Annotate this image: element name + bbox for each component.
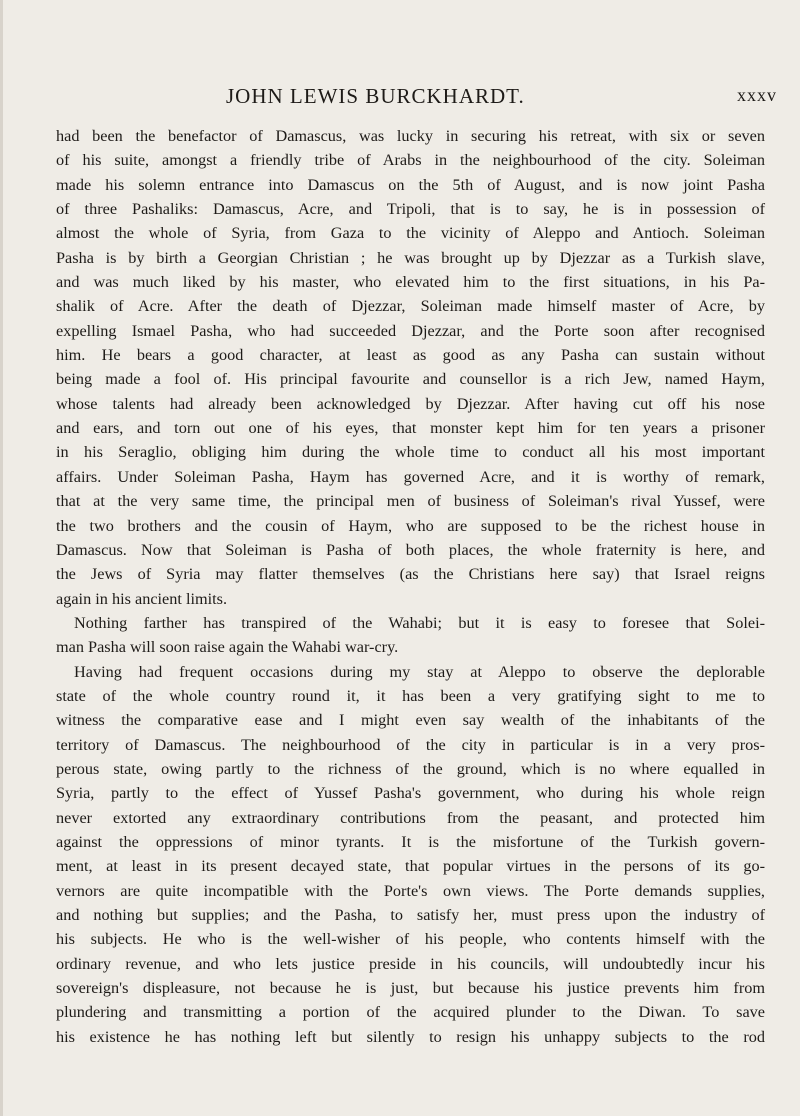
text-line: and was much liked by his master, who elevated him to the first situations, in his Pa-	[56, 273, 765, 292]
text-line: sovereign's displeasure, not because he is just, but because his justice prevents him from	[56, 979, 765, 998]
text-line: ordinary revenue, and who lets justice preside in his councils, will undoubtedly incur his	[56, 954, 765, 973]
text-line: expelling Ismael Pasha, who had succeeded Djezzar, and the Porte soon after recognised	[56, 321, 765, 340]
text-line: of his suite, amongst a friendly tribe of Arabs in the neighbourhood of the city. Soleiman	[56, 151, 765, 170]
text-line: made his solemn entrance into Damascus on the 5th of August, and is now joint Pasha	[56, 175, 765, 194]
text-line: shalik of Acre. After the death of Djezzar, Soleiman made himself master of Acre, by	[56, 297, 765, 316]
text-line: being made a fool of. His principal favourite and counsellor is a rich Jew, named Haym,	[56, 370, 765, 389]
text-line: ment, at least in its present decayed state, that popular virtues in the persons of its go-	[56, 857, 765, 876]
text-line: again in his ancient limits.	[56, 589, 228, 608]
text-line: never extorted any extraordinary contributions from the peasant, and protected him	[56, 808, 765, 827]
text-line: and nothing but supplies; and the Pasha, to satisfy her, must press upon the industry of	[56, 906, 765, 924]
text-line: against the oppressions of minor tyrants. It is the misfortune of the Turkish govern-	[56, 832, 765, 851]
text-line: perous state, owing partly to the richness of the ground, which is no where equalled in	[56, 759, 765, 778]
text-line: affairs. Under Soleiman Pasha, Haym has governed Acre, and it is worthy of remark,	[56, 467, 765, 486]
text-line: his subjects. He who is the well-wisher of his people, who contents himself with the	[56, 930, 765, 949]
text-line: him. He bears a good character, at least as good as any Pasha can sustain without	[56, 346, 765, 365]
text-line: Pasha is by birth a Georgian Christian ; he was brought up by Djezzar as a Turkish slave,	[56, 248, 765, 267]
text-line: the two brothers and the cousin of Haym, who are supposed to be the richest house in	[56, 516, 765, 535]
text-line: almost the whole of Syria, from Gaza to the vicinity of Aleppo and Antioch. Soleiman	[56, 224, 765, 243]
text-line: Syria, partly to the effect of Yussef Pasha's government, who during his whole reign	[56, 784, 765, 803]
text-line: state of the whole country round it, it has been a very gratifying sight to me to	[56, 686, 765, 705]
text-line: man Pasha will soon raise again the Wahabi war-cry.	[56, 638, 399, 657]
text-line: in his Seraglio, obliging him during the whole time to conduct all his most important	[56, 443, 765, 462]
page-number: xxxv	[737, 85, 777, 105]
page-header	[0, 84, 800, 110]
text-line: whose talents had already been acknowledged by Djezzar. After having cut off his nose	[56, 394, 765, 413]
body-text	[56, 124, 765, 1049]
text-line: of three Pashaliks: Damascus, Acre, and Tripoli, that is to say, he is in possession of	[56, 200, 765, 219]
text-line: had been the benefactor of Damascus, was lucky in securing his retreat, with six or seven	[56, 127, 765, 145]
text-line: Nothing farther has transpired of the Wahabi; but it is easy to foresee that Solei-	[74, 613, 765, 632]
text-line: the Jews of Syria may flatter themselves (as the Christians here say) that Israel reigns	[56, 565, 765, 584]
text-line: witness the comparative ease and I might even say wealth of the inhabitants of the	[56, 711, 765, 730]
text-line: plundering and transmitting a portion of the acquired plunder to the Diwan. To save	[56, 1003, 765, 1022]
running-title: JOHN LEWIS BURCKHARDT.	[226, 84, 525, 108]
text-line: and ears, and torn out one of his eyes, that monster kept him for ten years a prisoner	[56, 419, 765, 438]
text-line: Damascus. Now that Soleiman is Pasha of both places, the whole fraternity is here, and	[56, 540, 765, 559]
page-left-edge	[0, 0, 3, 1116]
text-line: Having had frequent occasions during my stay at Aleppo to observe the deplorable	[74, 662, 765, 681]
text-line: vernors are quite incompatible with the Porte's own views. The Porte demands supplies,	[56, 881, 765, 900]
text-line: territory of Damascus. The neighbourhood of the city in particular is in a very pros-	[56, 735, 765, 754]
text-line: that at the very same time, the principal men of business of Soleiman's rival Yussef, were	[56, 492, 765, 511]
text-line: his existence he has nothing left but silently to resign his unhappy subjects to the rod	[56, 1027, 765, 1046]
